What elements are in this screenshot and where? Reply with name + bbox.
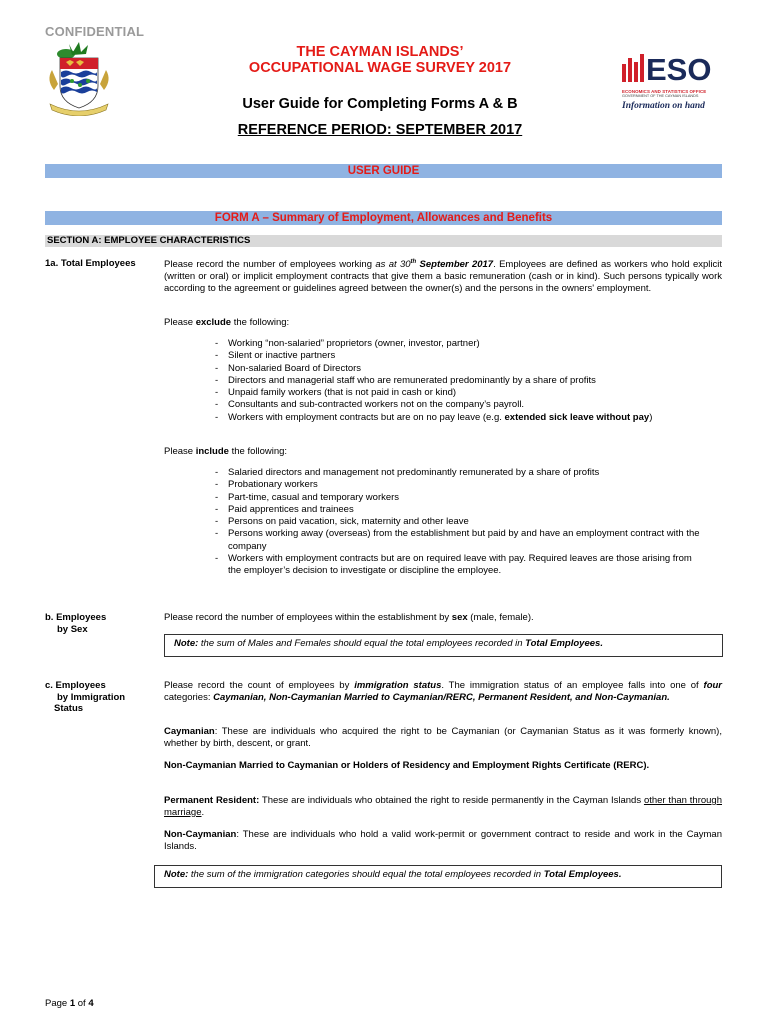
exclude-item: - Workers with employment contracts but are on no pay leave (e.g. extended sick leave without pay) (215, 412, 705, 424)
reference-period: REFERENCE PERIOD: SEPTEMBER 2017 (237, 122, 523, 138)
survey-title-line-1: THE CAYMAN ISLANDS’ (296, 44, 464, 60)
eso-logo-mark-icon (622, 52, 730, 82)
exclude-item: - Consultants and sub-contracted workers not on the company’s payroll. (215, 399, 705, 411)
total-employees-intro: Please record the number of employees working as at 30th September 2017. Employees are defined as workers who hold explicit (written or oral) or implicit employment contracts that give them a basic remuneration (cash or in kind). Such persons typically work according to the agreement or guidelines agreed between the owner(s) and the persons in the owners' employment. (164, 259, 722, 294)
include-item: - Salaried directors and management not predominantly remunerated by a share of profits (215, 467, 707, 479)
include-heading: Please include the following: (164, 446, 288, 457)
coat-of-arms-logo (44, 40, 114, 116)
exclude-item: - Unpaid family workers (that is not paid in cash or kind) (215, 387, 705, 399)
eso-logo-text: ESO (646, 52, 712, 82)
include-item: - Probationary workers (215, 479, 707, 491)
exclude-item: - Silent or inactive partners (215, 350, 705, 362)
eso-logo-line2: GOVERNMENT OF THE CAYMAN ISLANDS (622, 94, 699, 98)
eso-tagline: Information on hand (622, 101, 705, 111)
exclude-heading: Please exclude the following: (164, 317, 290, 328)
by-sex-note: Note: the sum of Males and Females should equal the total employees recorded in Total Employees. (164, 634, 723, 657)
include-item: - Persons on paid vacation, sick, maternity and other leave (215, 516, 707, 528)
permanent-resident-definition: Permanent Resident: These are individuals who obtained the right to reside permanently in the Cayman Islands other than through marriage. (164, 795, 722, 818)
exclude-list (215, 338, 705, 424)
user-guide-subtitle: User Guide for Completing Forms A & B (242, 96, 518, 112)
exclude-item: - Directors and managerial staff who are remunerated predominantly by a share of profits (215, 375, 705, 387)
survey-title-line-2: OCCUPATIONAL WAGE SURVEY 2017 (248, 60, 512, 76)
by-sex-label: b. Employees by Sex (45, 612, 107, 635)
user-guide-bar: USER GUIDE (45, 164, 722, 178)
include-list (215, 467, 707, 578)
by-immigration-label: c. Employees by Immigration Status (45, 680, 126, 714)
confidential-label: CONFIDENTIAL (45, 24, 145, 39)
include-item: - Persons working away (overseas) from the establishment but paid by and have an employment contract with the company (215, 528, 707, 553)
include-item: - Part-time, casual and temporary workers (215, 492, 707, 504)
exclude-item: - Working “non-salaried” proprietors (owner, investor, partner) (215, 338, 705, 350)
caymanian-definition: Caymanian: These are individuals who acquired the right to be Caymanian (or Caymanian Status as it was formerly known), whether by birth, descent, or grant. (164, 726, 722, 749)
form-a-bar: FORM A – Summary of Employment, Allowances and Benefits (45, 211, 722, 225)
by-immigration-intro: Please record the count of employees by immigration status. The immigration status of an employee falls into one of four categories: Caymanian, Non-Caymanian Married to Caymanian/RERC, Permanent Resident, and Non-Caymanian. (164, 680, 722, 703)
immigration-note: Note: the sum of the immigration categories should equal the total employees recorded in Total Employees. (154, 865, 722, 888)
eso-logo-line1: ECONOMICS AND STATISTICS OFFICE (622, 89, 707, 94)
exclude-item: - Non-salaried Board of Directors (215, 363, 705, 375)
non-caymanian-definition: Non-Caymanian: These are individuals who hold a valid work-permit or government contract to reside and work in the Cayman Islands. (164, 829, 722, 852)
by-sex-text: Please record the number of employees within the establishment by sex (male, female). (164, 612, 534, 623)
total-employees-label: 1a. Total Employees (45, 258, 136, 269)
rerc-definition: Non-Caymanian Married to Caymanian or Holders of Residency and Employment Rights Certificate (RERC). (164, 760, 650, 771)
page-number: Page 1 of 4 (45, 998, 94, 1009)
eso-logo (622, 52, 730, 116)
include-item: - Workers with employment contracts but are on required leave with pay. Required leaves are those arising from the employer’s decision to investigate or discipline the employee. (215, 553, 707, 578)
section-a-heading: SECTION A: EMPLOYEE CHARACTERISTICS (45, 235, 722, 247)
include-item: - Paid apprentices and trainees (215, 504, 707, 516)
